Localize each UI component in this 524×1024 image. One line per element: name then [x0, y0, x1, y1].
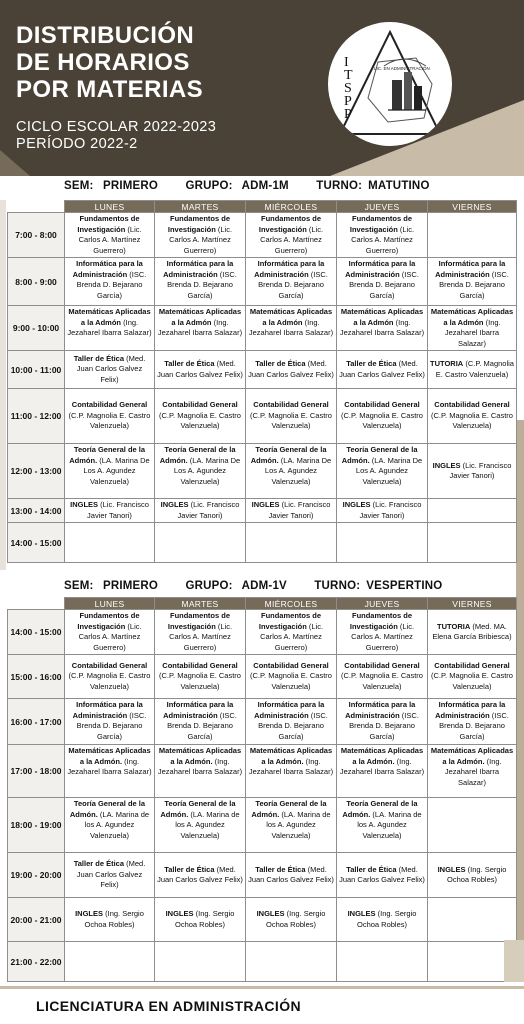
day-header-row — [8, 201, 517, 213]
teacher-name: (Lic. Carlos A. Martínez Guerrero) — [78, 621, 142, 652]
right-decor-bar — [516, 420, 524, 980]
subject-name: Taller de Ética — [73, 353, 125, 363]
group-value: ADM-1V — [241, 580, 287, 592]
teacher-name: (Med. Juan Carlos Galvez Felix) — [339, 864, 425, 884]
teacher-name: (ISC. Brenda D. Bejarano García) — [439, 710, 509, 741]
day-header: MARTES — [155, 598, 246, 610]
teacher-name: (ISC. Brenda D. Bejarano García) — [258, 269, 328, 300]
class-cell — [246, 798, 337, 853]
class-cell — [155, 798, 246, 853]
schedule-row — [8, 798, 517, 853]
day-header: LUNES — [65, 598, 155, 610]
footer-accent — [504, 940, 524, 986]
class-cell — [155, 745, 246, 798]
turn-value: MATUTINO — [368, 180, 430, 192]
subject-name: Matemáticas Aplicadas a la Admón — [340, 307, 424, 327]
class-cell — [428, 444, 517, 499]
subject-name: Contabilidad General — [253, 660, 329, 670]
time-slot: 9:00 - 10:00 — [8, 306, 65, 351]
subject-name: Matemáticas Aplicadas a la Admón — [158, 307, 242, 327]
class-cell — [337, 853, 428, 898]
teacher-name: (Lic. Carlos A. Martínez Guerrero) — [351, 621, 415, 652]
class-cell — [155, 258, 246, 306]
teacher-name: (ISC. Brenda D. Bejarano García) — [167, 269, 237, 300]
class-cell — [246, 898, 337, 942]
teacher-name: (Med. Juan Carlos Galvez Felix) — [157, 359, 243, 379]
time-slot: 16:00 - 17:00 — [8, 699, 65, 745]
class-cell — [428, 610, 517, 655]
turn-label: TURNO: — [316, 180, 363, 192]
schedule-row — [8, 351, 517, 389]
day-header: JUEVES — [337, 201, 428, 213]
teacher-name: (Ing. Sergio Ochoa Robles) — [174, 909, 235, 929]
school-cycle: CICLO ESCOLAR 2022-2023 — [16, 119, 217, 135]
schedule-am-info — [64, 180, 436, 192]
time-slot: 11:00 - 12:00 — [8, 389, 65, 444]
teacher-name: (Ing. Jezaharel Ibarra Salazar) — [339, 317, 425, 337]
class-cell — [155, 655, 246, 699]
subject-name: Informática para la Administración — [72, 259, 143, 279]
teacher-name: (Med. Juan Carlos Galvez Felix) — [76, 859, 146, 890]
teacher-name: (C.P. Magnolia E. Castro Valenzuela) — [341, 671, 423, 691]
header-banner — [0, 0, 524, 176]
subject-name: INGLES — [70, 500, 99, 509]
teacher-name: (LA. Marina De Los A. Agundez Valenzuela) — [264, 455, 332, 486]
class-cell — [246, 745, 337, 798]
class-cell — [246, 351, 337, 389]
sem-value: PRIMERO — [102, 580, 159, 592]
subject-name: Contabilidad General — [71, 660, 148, 670]
subject-name: Teoría General de la Admón. — [159, 445, 236, 465]
class-cell — [428, 351, 517, 389]
time-slot: 13:00 - 14:00 — [8, 499, 65, 523]
group-value: ADM-1M — [241, 180, 289, 192]
schedule-pm-table — [7, 597, 517, 982]
teacher-name: (Med. Juan Carlos Galvez Felix) — [157, 864, 243, 884]
subject-name: Contabilidad General — [344, 660, 420, 670]
title-line-1: DISTRIBUCIÓN — [16, 22, 195, 49]
subject-name: Teoría General de la Admón. — [250, 445, 327, 465]
teacher-name: (C.P. Magnolia E. Castro Valenzuela) — [431, 671, 513, 691]
teacher-name: (Ing. Sergio Ochoa Robles) — [446, 864, 507, 884]
subject-name: Taller de Ética — [255, 864, 306, 874]
subject-name: Matemáticas Aplicadas a la Admón — [68, 307, 151, 327]
class-cell — [65, 898, 155, 942]
footer-band — [0, 986, 524, 989]
title-line-3: POR MATERIAS — [16, 76, 204, 103]
schedule-row — [8, 389, 517, 444]
subject-name: Contabilidad General — [434, 660, 510, 670]
class-cell — [155, 499, 246, 523]
subject-name: Taller de Ética — [164, 864, 215, 874]
class-cell — [65, 798, 155, 853]
subject-name: Matemáticas Aplicadas a la Admón. — [249, 746, 333, 766]
schedule-am — [7, 200, 516, 563]
class-cell — [155, 942, 246, 982]
class-cell — [155, 523, 246, 563]
corner-cell — [8, 598, 65, 610]
class-cell — [65, 699, 155, 745]
class-cell — [337, 655, 428, 699]
subject-name: Matemáticas Aplicadas a la Admón. — [68, 746, 151, 766]
turn-label: TURNO: — [314, 580, 361, 592]
class-cell — [65, 389, 155, 444]
subject-name: Fundamentos de Investigación — [77, 214, 140, 234]
teacher-name: (Ing. Jezaharel Ibarra Salazar) — [157, 317, 243, 337]
teacher-name: (Med. MA. Elena García Bribiesca) — [432, 621, 512, 641]
schedule-pm — [7, 597, 516, 982]
class-cell — [65, 853, 155, 898]
class-cell — [337, 798, 428, 853]
teacher-name: (C.P. Magnolia E. Castro Valenzuela) — [159, 410, 241, 431]
subject-name: Matemáticas Aplicadas a la Admón. — [340, 746, 424, 766]
teacher-name: (ISC. Brenda D. Bejarano García) — [349, 269, 419, 300]
class-cell — [246, 499, 337, 523]
subject-name: Contabilidad General — [162, 660, 238, 670]
class-cell — [246, 853, 337, 898]
class-cell — [155, 898, 246, 942]
class-cell — [246, 523, 337, 563]
class-cell — [337, 306, 428, 351]
teacher-name: (Lic. Francisco Javier Tanori) — [87, 500, 149, 520]
schedule-row — [8, 213, 517, 258]
teacher-name: (C.P. Magnolia E. Castro Valenzuela) — [68, 410, 151, 431]
subject-name: Informática para la Administración — [435, 700, 506, 720]
class-cell — [337, 389, 428, 444]
schedule-row — [8, 499, 517, 523]
class-cell — [65, 610, 155, 655]
day-header: MARTES — [155, 201, 246, 213]
subject-name: INGLES — [347, 909, 376, 918]
class-cell — [155, 610, 246, 655]
teacher-name: (Med. Juan Carlos Galvez Felix) — [339, 359, 425, 379]
teacher-name: (Ing. Sergio Ochoa Robles) — [265, 909, 326, 929]
logo-caption: LIC. EN ADMINISTRACIÓN — [374, 66, 430, 71]
teacher-name: (Ing. Jezaharel Ibarra Salazar) — [248, 317, 334, 337]
class-cell — [246, 942, 337, 982]
teacher-name: (LA. Marina De Los A. Agundez Valenzuela) — [173, 455, 241, 486]
time-slot: 19:00 - 20:00 — [8, 853, 65, 898]
class-cell — [246, 699, 337, 745]
teacher-name: (C.P. Magnolia E. Castro Valenzuela) — [159, 671, 241, 691]
institution-logo — [328, 22, 452, 146]
schedule-row — [8, 444, 517, 499]
time-slot: 18:00 - 19:00 — [8, 798, 65, 853]
time-slot: 14:00 - 15:00 — [8, 610, 65, 655]
class-cell — [155, 389, 246, 444]
subject-name: INGLES — [432, 460, 461, 470]
subject-name: INGLES — [75, 909, 104, 918]
subject-name: Informática para la Administración — [163, 700, 234, 720]
class-cell — [428, 523, 517, 563]
class-cell — [428, 853, 517, 898]
teacher-name: (Lic. Carlos A. Martínez Guerrero) — [169, 224, 233, 255]
subject-name: Teoría General de la Admón. — [342, 799, 418, 819]
teacher-name: (ISC. Brenda D. Bejarano García) — [439, 269, 509, 300]
class-cell — [337, 610, 428, 655]
teacher-name: (Lic. Carlos A. Martínez Guerrero) — [169, 621, 233, 652]
time-slot: 8:00 - 9:00 — [8, 258, 65, 306]
time-slot: 12:00 - 13:00 — [8, 444, 65, 499]
teacher-name: (Lic. Francisco Javier Tanori) — [177, 500, 240, 520]
class-cell — [246, 444, 337, 499]
class-cell — [246, 610, 337, 655]
time-slot: 7:00 - 8:00 — [8, 213, 65, 258]
class-cell — [337, 898, 428, 942]
class-cell — [428, 699, 517, 745]
teacher-name: (ISC. Brenda D. Bejarano García) — [349, 710, 419, 741]
teacher-name: (Ing. Jezaharel Ibarra Salazar) — [444, 756, 502, 787]
subject-name: Matemáticas Aplicadas a la Admón — [430, 307, 514, 327]
subject-name: Taller de Ética — [164, 359, 215, 368]
class-cell — [246, 213, 337, 258]
class-cell — [428, 499, 517, 523]
teacher-name: (LA. Marina de los A. Agundez Valenzuela) — [175, 809, 240, 840]
teacher-name: (LA. Marina de los A. Agundez Valenzuela) — [84, 809, 150, 840]
class-cell — [337, 745, 428, 798]
schedule-row — [8, 655, 517, 699]
subject-name: Teoría General de la Admón. — [160, 799, 236, 819]
teacher-name: (Ing. Jezaharel Ibarra Salazar) — [67, 756, 152, 776]
teacher-name: (Ing. Jezaharel Ibarra Salazar) — [444, 317, 501, 348]
logo-letters: ITSPP — [344, 55, 353, 122]
class-cell — [337, 523, 428, 563]
schedule-row — [8, 699, 517, 745]
teacher-name: (ISC. Brenda D. Bejarano García) — [76, 269, 147, 300]
class-cell — [246, 389, 337, 444]
subject-name: Fundamentos de Investigación — [167, 611, 230, 631]
subject-name: Taller de Ética — [255, 359, 306, 368]
class-cell — [65, 655, 155, 699]
schedule-row — [8, 306, 517, 351]
class-cell — [428, 306, 517, 351]
teacher-name: (LA. Marina De Los A. Agundez Valenzuela) — [355, 455, 423, 486]
subject-name: Fundamentos de Investigación — [258, 611, 321, 631]
period: PERÍODO 2022-2 — [16, 136, 138, 152]
subject-name: Contabilidad General — [434, 400, 510, 410]
class-cell — [155, 306, 246, 351]
sem-label: SEM: — [64, 580, 94, 592]
class-cell — [428, 898, 517, 942]
teacher-name: (LA. Marina de los A. Agundez Valenzuela) — [266, 809, 331, 840]
teacher-name: (Med. Juan Carlos Galvez Felix) — [248, 359, 334, 379]
teacher-name: (Lic. Carlos A. Martínez Guerrero) — [260, 621, 324, 652]
teacher-name: (Ing. Sergio Ochoa Robles) — [84, 909, 144, 929]
teacher-name: (Ing. Jezaharel Ibarra Salazar) — [248, 756, 334, 776]
subject-name: INGLES — [256, 909, 285, 918]
teacher-name: (ISC. Brenda D. Bejarano García) — [167, 710, 237, 741]
subject-name: Matemáticas Aplicadas a la Admón. — [430, 746, 514, 766]
teacher-name: (C.P. Magnolia E. Castro Valenzuela) — [68, 671, 151, 691]
subject-name: Contabilidad General — [344, 400, 420, 410]
time-slot: 14:00 - 15:00 — [8, 523, 65, 563]
subject-name: Taller de Ética — [73, 859, 125, 869]
time-slot: 21:00 - 22:00 — [8, 942, 65, 982]
class-cell — [337, 213, 428, 258]
class-cell — [428, 798, 517, 853]
group-label: GRUPO: — [185, 180, 233, 192]
subject-name: Informática para la Administración — [435, 259, 506, 279]
subject-name: Teoría General de la Admón. — [69, 445, 146, 465]
subject-name: Fundamentos de Investigación — [349, 214, 412, 234]
class-cell — [65, 306, 155, 351]
subject-name: Fundamentos de Investigación — [349, 611, 412, 631]
class-cell — [65, 213, 155, 258]
teacher-name: (C.P. Magnolia E. Castro Valenzuela) — [435, 359, 514, 379]
day-header: VIERNES — [428, 598, 517, 610]
cycle-info — [16, 119, 216, 153]
subject-name: Fundamentos de Investigación — [77, 611, 140, 631]
subject-name: Teoría General de la Admón. — [251, 799, 327, 819]
subject-name: Teoría General de la Admón. — [69, 799, 146, 819]
class-cell — [337, 699, 428, 745]
subject-name: Fundamentos de Investigación — [258, 214, 321, 234]
class-cell — [337, 499, 428, 523]
subject-name: Informática para la Administración — [254, 259, 325, 279]
subject-name: INGLES — [165, 909, 194, 918]
teacher-name: (C.P. Magnolia E. Castro Valenzuela) — [250, 671, 332, 691]
time-slot: 10:00 - 11:00 — [8, 351, 65, 389]
schedule-row — [8, 610, 517, 655]
time-slot: 20:00 - 21:00 — [8, 898, 65, 942]
class-cell — [337, 444, 428, 499]
schedule-row — [8, 258, 517, 306]
subject-name: Taller de Ética — [346, 359, 397, 368]
day-header: MIÉRCOLES — [246, 201, 337, 213]
class-cell — [428, 389, 517, 444]
sem-value: PRIMERO — [102, 180, 159, 192]
subject-name: Matemáticas Aplicadas a la Admón — [249, 307, 333, 327]
schedule-row — [8, 942, 517, 982]
subject-name: TUTORIA — [437, 621, 471, 631]
class-cell — [65, 499, 155, 523]
teacher-name: (LA. Marina de los A. Agundez Valenzuela) — [357, 809, 422, 840]
subject-name: Contabilidad General — [162, 400, 238, 410]
teacher-name: (Lic. Francisco Javier Tanori) — [449, 460, 512, 480]
teacher-name: (Lic. Carlos A. Martínez Guerrero) — [351, 224, 415, 255]
teacher-name: (ISC. Brenda D. Bejarano García) — [258, 710, 328, 741]
class-cell — [155, 213, 246, 258]
day-header-row — [8, 598, 517, 610]
teacher-name: (C.P. Magnolia E. Castro Valenzuela) — [250, 410, 332, 431]
teacher-name: (Med. Juan Carlos Galvez Felix) — [76, 353, 146, 384]
class-cell — [246, 655, 337, 699]
day-header: JUEVES — [337, 598, 428, 610]
day-header: VIERNES — [428, 201, 517, 213]
sem-label: SEM: — [64, 180, 94, 192]
class-cell — [155, 351, 246, 389]
teacher-name: (LA. Marina De Los A. Agundez Valenzuela) — [83, 455, 150, 486]
group-label: GRUPO: — [185, 580, 233, 592]
schedule-row — [8, 745, 517, 798]
time-slot: 15:00 - 16:00 — [8, 655, 65, 699]
class-cell — [65, 942, 155, 982]
left-decor-bar — [0, 200, 6, 570]
teacher-name: (C.P. Magnolia E. Castro Valenzuela) — [341, 410, 423, 431]
class-cell — [337, 258, 428, 306]
teacher-name: (Med. Juan Carlos Galvez Felix) — [248, 864, 334, 884]
teacher-name: (Lic. Carlos A. Martínez Guerrero) — [78, 224, 142, 255]
schedule-am-table — [7, 200, 517, 563]
subject-name: Fundamentos de Investigación — [167, 214, 230, 234]
subject-name: Matemáticas Aplicadas a la Admón. — [158, 746, 242, 766]
day-header: MIÉRCOLES — [246, 598, 337, 610]
schedule-row — [8, 523, 517, 563]
class-cell — [428, 213, 517, 258]
class-cell — [65, 523, 155, 563]
teacher-name: (Ing. Sergio Ochoa Robles) — [356, 909, 417, 929]
subject-name: Contabilidad General — [71, 400, 148, 410]
class-cell — [65, 745, 155, 798]
time-slot: 17:00 - 18:00 — [8, 745, 65, 798]
class-cell — [246, 306, 337, 351]
teacher-name: (Ing. Jezaharel Ibarra Salazar) — [339, 756, 425, 776]
subject-name: Informática para la Administración — [163, 259, 234, 279]
footer-program-title: LICENCIATURA EN ADMINISTRACIÓN — [36, 998, 302, 1014]
teacher-name: (Lic. Francisco Javier Tanori) — [359, 500, 422, 520]
class-cell — [428, 258, 517, 306]
subject-name: INGLES — [160, 500, 189, 509]
schedule-row — [8, 853, 517, 898]
subject-name: Informática para la Administración — [254, 700, 325, 720]
class-cell — [337, 942, 428, 982]
class-cell — [155, 853, 246, 898]
class-cell — [65, 258, 155, 306]
class-cell — [65, 351, 155, 389]
schedule-pm-info — [64, 580, 448, 592]
subject-name: Contabilidad General — [253, 400, 329, 410]
corner-cell — [8, 201, 65, 213]
teacher-name: (ISC. Brenda D. Bejarano García) — [76, 710, 147, 741]
subject-name: INGLES — [437, 864, 466, 874]
class-cell — [337, 351, 428, 389]
class-cell — [246, 258, 337, 306]
class-cell — [155, 444, 246, 499]
subject-name: Taller de Ética — [346, 864, 397, 874]
teacher-name: (Lic. Francisco Javier Tanori) — [268, 500, 331, 520]
class-cell — [428, 655, 517, 699]
class-cell — [155, 699, 246, 745]
day-header: LUNES — [65, 201, 155, 213]
teacher-name: (Ing. Jezaharel Ibarra Salazar) — [67, 317, 152, 337]
teacher-name: (Ing. Jezaharel Ibarra Salazar) — [157, 756, 243, 776]
subject-name: INGLES — [251, 500, 280, 509]
subject-name: Informática para la Administración — [345, 259, 416, 279]
subject-name: TUTORIA — [430, 359, 464, 368]
page-title — [16, 22, 203, 103]
teacher-name: (Lic. Carlos A. Martínez Guerrero) — [260, 224, 324, 255]
turn-value: VESPERTINO — [366, 580, 443, 592]
schedule-row — [8, 898, 517, 942]
title-line-2: DE HORARIOS — [16, 49, 190, 76]
subject-name: INGLES — [342, 500, 371, 509]
teacher-name: (C.P. Magnolia E. Castro Valenzuela) — [431, 410, 513, 431]
subject-name: Teoría General de la Admón. — [341, 445, 418, 465]
class-cell — [65, 444, 155, 499]
class-cell — [428, 745, 517, 798]
subject-name: Informática para la Administración — [72, 700, 143, 720]
subject-name: Informática para la Administración — [345, 700, 416, 720]
